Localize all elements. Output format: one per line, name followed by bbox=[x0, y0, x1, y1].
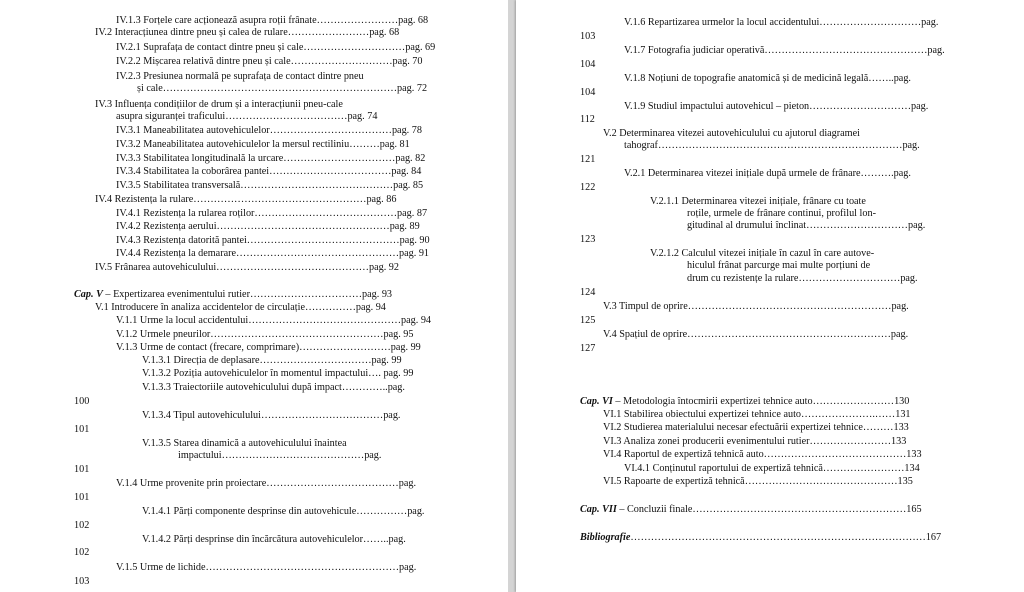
toc-line: V.3 Timpul de oprire……………………………………………………pag. bbox=[603, 301, 909, 312]
toc-line: IV.1.3 Forțele care acționează asupra roții frânate……………………pag. 68 bbox=[116, 15, 429, 26]
toc-page-number: 103 bbox=[580, 31, 596, 42]
toc-chapter-line bbox=[580, 396, 909, 408]
toc-line: V.2 Determinarea vitezei autovehiculului cu ajutorul diagramei bbox=[603, 128, 860, 139]
toc-line: VI.1 Stabilirea obiectului expertizei tehnice auto………………….……131 bbox=[603, 409, 911, 420]
toc-page-number: 104 bbox=[580, 59, 596, 70]
toc-chapter-line bbox=[580, 532, 941, 544]
toc-line: V.1.3 Urme de contact (frecare, comprimare)………………………pag. 99 bbox=[116, 342, 421, 353]
toc-page-number: 125 bbox=[580, 315, 596, 326]
toc-line: V.1.1 Urme la locul accidentului………………………………………pag. 94 bbox=[116, 315, 432, 326]
chapter-label: Cap. VII bbox=[580, 504, 617, 515]
toc-page-number: 102 bbox=[74, 547, 90, 558]
toc-page-number: 104 bbox=[580, 87, 596, 98]
toc-line: IV.3.2 Maneabilitatea autovehiculelor la mersul rectiliniu………pag. 81 bbox=[116, 139, 410, 150]
document-page-left bbox=[0, 0, 508, 592]
toc-line: IV.4.1 Rezistența la rularea roților……………………………………pag. 87 bbox=[116, 208, 428, 219]
toc-line: V.1.8 Noțiuni de topografie anatomică și de medicină legală……..pag. bbox=[624, 73, 911, 84]
toc-line: IV.4.2 Rezistența aerului……………………………………………pag. 89 bbox=[116, 221, 420, 232]
toc-page-number: 101 bbox=[74, 424, 90, 435]
toc-line: V.2.1 Determinarea vitezei inițiale după urmele de frânare……….pag. bbox=[624, 168, 911, 179]
toc-line: V.2.1.1 Determinarea vitezei inițiale, frânare cu toate bbox=[650, 196, 866, 207]
toc-line: IV.2 Interacțiunea dintre pneu și calea de rulare……………………pag. 68 bbox=[95, 27, 400, 38]
toc-line: hiculul frânat parcurge mai multe porțiuni de bbox=[687, 260, 871, 271]
toc-line: V.1.9 Studiul impactului autovehicul – pieton…………………………pag. bbox=[624, 101, 929, 112]
toc-line: VI.5 Rapoarte de expertiză tehnică………………………………………135 bbox=[603, 476, 913, 487]
toc-line: V.1.3.4 Tipul autovehiculului………………………………pag. bbox=[142, 410, 401, 421]
toc-line: V.1.3.2 Poziția autovehiculelor în momentul impactului…. pag. 99 bbox=[142, 368, 414, 379]
toc-line: IV.2.2 Mișcarea relativă dintre pneu și cale…………………………pag. 70 bbox=[116, 56, 423, 67]
toc-line: IV.3 Influența condițiilor de drum și a interacțiunii pneu-cale bbox=[95, 99, 343, 110]
chapter-label: Cap. VI bbox=[580, 396, 613, 407]
toc-page-number: 101 bbox=[74, 492, 90, 503]
toc-chapter-line bbox=[74, 289, 392, 301]
toc-page-number: 121 bbox=[580, 154, 596, 165]
toc-line: și cale……………………………………………………………pag. 72 bbox=[137, 83, 428, 94]
toc-line: IV.3.5 Stabilitatea transversală………………………………………pag. 85 bbox=[116, 180, 424, 191]
toc-line: asupra siguranței traficului………………………………pag. 74 bbox=[116, 111, 378, 122]
chapter-label: Bibliografie bbox=[580, 532, 631, 543]
toc-line: VI.3 Analiza zonei producerii evenimentului rutier……………………133 bbox=[603, 436, 907, 447]
toc-line: V.4 Spațiul de oprire……………………………………………………pag. bbox=[603, 329, 909, 340]
toc-page-number: 101 bbox=[74, 464, 90, 475]
chapter-title: – Concluzii finale………………………………………………………165 bbox=[616, 504, 922, 515]
toc-line: VI.2 Studierea materialului necesar efectuării expertizei tehnice………133 bbox=[603, 422, 909, 433]
toc-line: impactului……………………………………pag. bbox=[178, 450, 382, 461]
toc-line: IV.4.3 Rezistența datorită pantei………………………………………pag. 90 bbox=[116, 235, 430, 246]
toc-line: IV.3.4 Stabilitatea la coborârea pantei………………………………pag. 84 bbox=[116, 166, 422, 177]
toc-line: V.1.2 Urmele pneurilor……………………………………………pag. 95 bbox=[116, 329, 414, 340]
toc-line: V.1.3.5 Starea dinamică a autovehiculului înaintea bbox=[142, 438, 347, 449]
toc-line: drum cu rezistențe la rulare…………………………pag. bbox=[687, 273, 918, 284]
toc-line: IV.2.3 Presiunea normală pe suprafața de contact dintre pneu bbox=[116, 71, 364, 82]
toc-page-number: 127 bbox=[580, 343, 596, 354]
toc-line: V.1.3.3 Traiectoriile autovehiculului după impact…………..pag. bbox=[142, 382, 405, 393]
toc-line: V.2.1.2 Calculul vitezei inițiale în cazul în care autove- bbox=[650, 248, 875, 259]
toc-page-number: 100 bbox=[74, 396, 90, 407]
toc-line: VI.4 Raportul de expertiză tehnică auto……………………………………133 bbox=[603, 449, 922, 460]
toc-line: IV.4 Rezistența la rulare……………………………………………pag. 86 bbox=[95, 194, 397, 205]
toc-page-number: 112 bbox=[580, 114, 595, 125]
toc-line: VI.4.1 Conținutul raportului de expertiză tehnică……………………134 bbox=[624, 463, 920, 474]
toc-page-number: 103 bbox=[74, 576, 90, 587]
toc-line: V.1 Introducere în analiza accidentelor de circulație……………pag. 94 bbox=[95, 302, 386, 313]
chapter-label: Cap. V bbox=[74, 289, 103, 300]
toc-line: V.1.6 Repartizarea urmelor la locul accidentului…………………………pag. bbox=[624, 17, 939, 28]
chapter-title: – Expertizarea evenimentului rutier……………………………pag. 93 bbox=[102, 289, 393, 300]
toc-page-number: 102 bbox=[74, 520, 90, 531]
toc-line: gitudinal al drumului înclinat…………………………pag. bbox=[687, 220, 926, 231]
toc-page-number: 124 bbox=[580, 287, 596, 298]
toc-page-number: 122 bbox=[580, 182, 596, 193]
toc-line: IV.5 Frânarea autovehiculului………………………………………pag. 92 bbox=[95, 262, 399, 273]
toc-line: V.1.4 Urme provenite prin proiectare…………………………………pag. bbox=[116, 478, 417, 489]
toc-page-number: 123 bbox=[580, 234, 596, 245]
toc-line: roțile, urmele de frânare continui, profilul lon- bbox=[687, 208, 876, 219]
toc-line: IV.4.4 Rezistența la demarare…………………………………………pag. 91 bbox=[116, 248, 430, 259]
document-page-right bbox=[516, 0, 1024, 592]
toc-line: V.1.3.1 Direcția de deplasare……………………………pag. 99 bbox=[142, 355, 402, 366]
toc-line: IV.3.1 Maneabilitatea autovehiculelor………………………………pag. 78 bbox=[116, 125, 422, 136]
toc-line: V.1.5 Urme de lichide…………………………………………………pag. bbox=[116, 562, 417, 573]
chapter-title: – Metodologia întocmirii expertizei tehnice auto……………………130 bbox=[612, 396, 910, 407]
toc-line: IV.3.3 Stabilitatea longitudinală la urcare……………………………pag. 82 bbox=[116, 153, 426, 164]
toc-line: V.1.4.2 Părți desprinse din încărcătura autovehiculelor……..pag. bbox=[142, 534, 406, 545]
toc-line: V.1.4.1 Părți componente desprinse din autovehicule……………pag. bbox=[142, 506, 425, 517]
chapter-title: ……………………………………………………………………………167 bbox=[630, 532, 942, 543]
toc-line: IV.2.1 Suprafața de contact dintre pneu și cale…………………………pag. 69 bbox=[116, 42, 436, 53]
toc-line: tahograf………………………………………………………………pag. bbox=[624, 140, 920, 151]
toc-chapter-line bbox=[580, 504, 922, 516]
toc-line: V.1.7 Fotografia judiciar operativă…………………………………………pag. bbox=[624, 45, 945, 56]
